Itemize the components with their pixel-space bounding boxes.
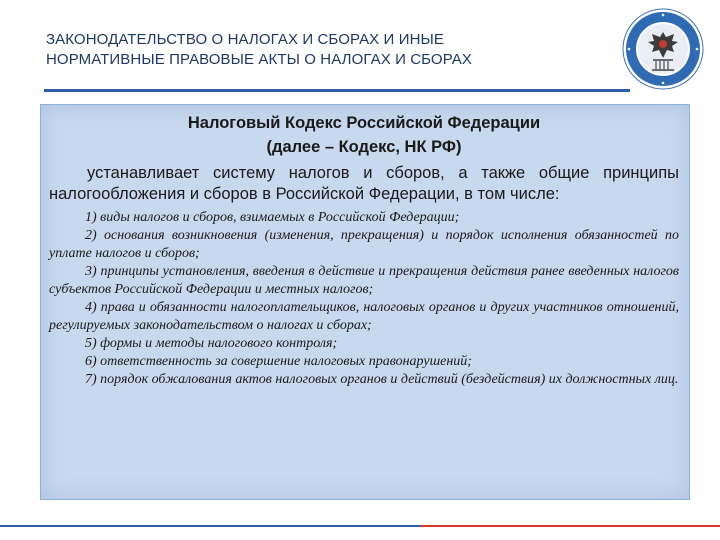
code-subtitle: (далее – Кодекс, НК РФ) xyxy=(266,138,462,156)
list-item: 3) принципы установления, введения в действие и прекращения действия ранее введенных налогов субъектов Российской Федерации и местных налогов; xyxy=(49,264,679,297)
list-item: 1) виды налогов и сборов, взимаемых в Российской Федерации; xyxy=(85,210,460,225)
list-item: 5) формы и методы налогового контроля; xyxy=(85,336,338,351)
code-title: Налоговый Кодекс Российской Федерации xyxy=(187,114,541,132)
list-item: 2) основания возникновения (изменения, прекращения) и порядок исполнения обязанностей по уплате налогов и сборов; xyxy=(49,228,679,261)
slide-title-line-2: НОРМАТИВНЫЕ ПРАВОВЫЕ АКТЫ О НАЛОГАХ И СБОРАХ xyxy=(46,51,473,68)
tax-service-emblem-icon xyxy=(622,8,704,90)
content-box xyxy=(40,104,690,500)
footer-line-blue xyxy=(0,525,420,527)
list-item: 4) права и обязанности налогоплательщиков, налоговых органов и других участников отношений, регулируемых законодательством о налогах и сборах; xyxy=(49,300,679,333)
footer-line-red xyxy=(420,525,720,527)
list-item: 7) порядок обжалования актов налоговых органов и действий (бездействия) их должностных лиц. xyxy=(85,372,679,387)
list-item: 6) ответственность за совершение налоговых правонарушений; xyxy=(85,354,472,369)
intro-paragraph: устанавливает систему налогов и сборов, а также общие принципы налогообложения и сборов в Российской Федерации, в том числе: xyxy=(49,164,679,203)
title-underline xyxy=(44,89,630,92)
slide-title xyxy=(46,30,586,70)
slide-title-line-1: ЗАКОНОДАТЕЛЬСТВО О НАЛОГАХ И СБОРАХ И ИНЫЕ xyxy=(46,31,444,48)
footer-bar xyxy=(0,525,720,540)
principles-list xyxy=(49,209,679,389)
